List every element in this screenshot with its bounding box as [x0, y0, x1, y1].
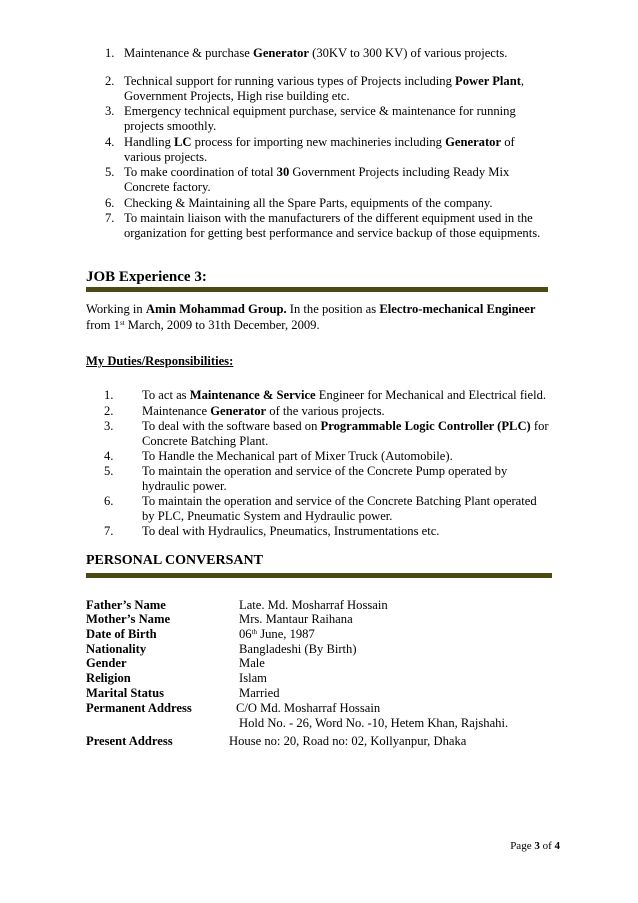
list-number: 3. [105, 104, 115, 118]
personal-heading: PERSONAL CONVERSANT [86, 553, 263, 568]
religion-value: Islam [239, 671, 267, 685]
permanent-address-label: Permanent Address [86, 701, 192, 715]
marital-status-label: Marital Status [86, 686, 165, 700]
list-item: Maintenance Generator of the various projects. [142, 404, 385, 418]
list-number: 7. [104, 524, 114, 538]
section-divider [86, 287, 548, 292]
list-number: 2. [104, 404, 114, 418]
list-item-continuation: Concrete Batching Plant. [142, 434, 269, 448]
job-dates: from 1st March, 2009 to 31th December, 2009. [86, 318, 320, 332]
list-number: 6. [105, 196, 115, 210]
list-item-continuation: by PLC, Pneumatic System and Hydraulic power. [142, 509, 393, 523]
present-address-value: House no: 20, Road no: 02, Kollyanpur, Dhaka [229, 734, 467, 748]
list-item-continuation: hydraulic power. [142, 479, 227, 493]
list-item-continuation: organization for getting best performance and service backup of those equipments. [124, 226, 541, 240]
fathers-name-label: Father’s Name [86, 598, 166, 612]
list-number: 3. [104, 419, 114, 433]
list-item: Technical support for running various types of Projects including Power Plant, [124, 74, 525, 88]
list-item-continuation: various projects. [124, 150, 208, 164]
dob-value: 06th June, 1987 [239, 627, 315, 641]
list-item: Handling LC process for importing new machineries including Generator of [124, 135, 515, 149]
dob-label: Date of Birth [86, 627, 157, 641]
list-number: 5. [105, 165, 115, 179]
list-item: To act as Maintenance & Service Engineer for Mechanical and Electrical field. [142, 388, 547, 402]
mothers-name-value: Mrs. Mantaur Raihana [239, 612, 353, 626]
job-description: Working in Amin Mohammad Group. In the position as Electro-mechanical Engineer [86, 302, 536, 316]
gender-value: Male [239, 656, 265, 670]
list-item-continuation: Concrete factory. [124, 180, 211, 194]
list-item: Emergency technical equipment purchase, service & maintenance for running [124, 104, 516, 118]
list-number: 5. [104, 464, 114, 478]
list-item-continuation: projects smoothly. [124, 119, 217, 133]
list-item: To make coordination of total 30 Government Projects including Ready Mix [124, 165, 510, 179]
list-item: To Handle the Mechanical part of Mixer Truck (Automobile). [142, 449, 453, 463]
list-item: To deal with the software based on Programmable Logic Controller (PLC) for [142, 419, 549, 433]
list-item-continuation: Government Projects, High rise building etc. [124, 89, 350, 103]
list-number: 7. [105, 211, 115, 225]
marital-status-value: Married [239, 686, 280, 700]
nationality-value: Bangladeshi (By Birth) [239, 642, 357, 656]
list-number: 1. [105, 46, 115, 60]
list-item: To maintain liaison with the manufacturers of the different equipment used in the [124, 211, 533, 225]
duties-heading: My Duties/Responsibilities: [86, 354, 234, 368]
permanent-address-line2: Hold No. - 26, Word No. -10, Hetem Khan, Rajshahi. [239, 716, 509, 730]
section-divider [86, 573, 552, 578]
mothers-name-label: Mother’s Name [86, 612, 171, 626]
list-number: 6. [104, 494, 114, 508]
list-item: To deal with Hydraulics, Pneumatics, Instrumentations etc. [142, 524, 440, 538]
list-item: Checking & Maintaining all the Spare Parts, equipments of the company. [124, 196, 493, 210]
list-number: 2. [105, 74, 115, 88]
job-experience-heading: JOB Experience 3: [86, 269, 207, 285]
list-item: Maintenance & purchase Generator (30KV to 300 KV) of various projects. [124, 46, 508, 60]
list-item: To maintain the operation and service of the Concrete Pump operated by [142, 464, 508, 478]
gender-label: Gender [86, 656, 127, 670]
present-address-label: Present Address [86, 734, 173, 748]
list-number: 1. [104, 388, 114, 402]
religion-label: Religion [86, 671, 131, 685]
nationality-label: Nationality [86, 642, 147, 656]
permanent-address-line1: C/O Md. Mosharraf Hossain [236, 701, 381, 715]
fathers-name-value: Late. Md. Mosharraf Hossain [239, 598, 388, 612]
list-item: To maintain the operation and service of the Concrete Batching Plant operated [142, 494, 537, 508]
page-number: Page 3 of 4 [510, 840, 560, 852]
list-number: 4. [105, 135, 115, 149]
list-number: 4. [104, 449, 114, 463]
